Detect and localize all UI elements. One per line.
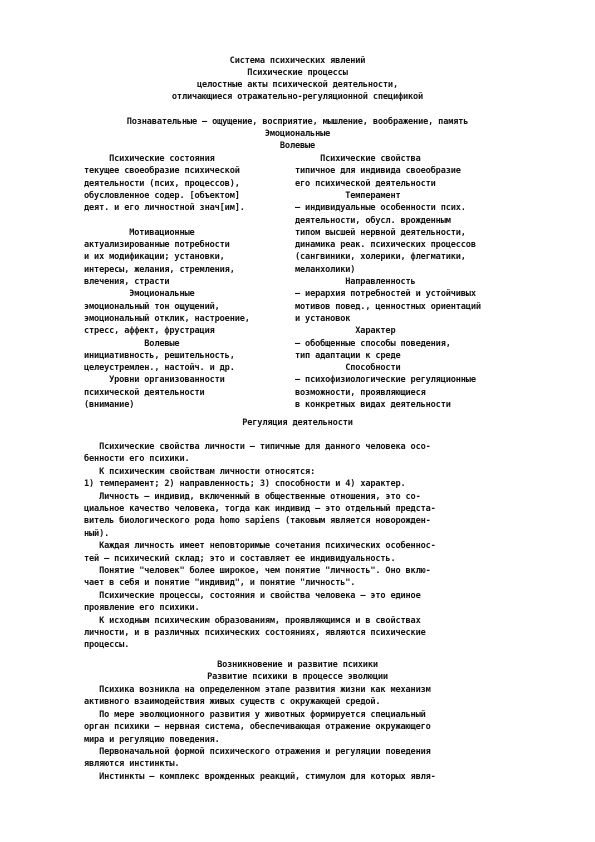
right-column-line: Характер [295, 326, 396, 337]
right-column-line: – индивидуальные особенности псих. [295, 203, 466, 214]
left-column-line: психической деятельности [84, 387, 205, 398]
left-column-line: актуализированные потребности [84, 240, 230, 251]
paragraph-line: Психические процессы, состояния и свойства человека – это единое [84, 590, 421, 601]
section-subtitle: Развитие психики в процессе эволюции [207, 672, 388, 682]
right-column-line: его психической деятельности [295, 178, 436, 189]
right-column-line: динамика реак. психических процессов [295, 240, 476, 251]
paragraph-line: К психическим свойствам личности относятся: [84, 466, 316, 477]
left-column-line: Эмоциональные [84, 289, 195, 300]
left-column-line: обусловленное содер. [объектом] [84, 190, 240, 201]
right-column-line: меланхолики) [295, 264, 356, 275]
left-column-line: Мотивационные [84, 227, 195, 238]
right-column-line: Способности [295, 363, 401, 374]
header-line: целостные акты психической деятельности, [197, 80, 398, 90]
paragraph-line: чает в себя и понятие "индивид", и понятие "личность". [84, 578, 356, 589]
right-column-line: мотивов повед., ценностных ориентаций [295, 301, 481, 312]
paragraph-line: По мере эволюционного развития у животных формируется специальный [84, 709, 426, 720]
emotional-heading: Эмоциональные [264, 129, 331, 139]
left-column-line: эмоциональный отклик, настроение, [84, 313, 250, 324]
paragraph-line: витель биологического рода homo sapiens (таковым является новорожден- [84, 516, 431, 527]
right-column-line: типичное для индивида своеобразие [295, 166, 461, 177]
paragraph-line: 1) темперамент; 2) направленность; 3) способности и 4) характер. [84, 479, 406, 490]
left-column-line: интересы, желания, стремления, [84, 264, 235, 275]
right-column-line: возможности, проявляющиеся [295, 387, 426, 398]
paragraph-line: Психические свойства личности – типичные для данного человека осо- [84, 442, 431, 452]
right-column-line: тип адаптации к среде [295, 350, 401, 361]
header-line: отличающиеся отражательно-регуляционной спецификой [171, 92, 424, 102]
paragraph-line: Инстинкты – комплекс врожденных реакций, стимулом для которых явля- [84, 771, 436, 782]
left-column-line: Уровни организованности [84, 375, 225, 386]
left-column-line: целеустремлен., настойч. и др. [84, 363, 235, 374]
right-column-line: – иерархия потребностей и устойчивых [295, 289, 476, 300]
paragraph-line: Первоначальной формой психического отражения и регуляции поведения [84, 747, 431, 757]
paragraph-line: Личность – индивид, включенный в общественные отношения, это со- [84, 491, 421, 502]
paragraph-line: Психика возникла на определенном этапе развития жизни как механизм [84, 685, 431, 695]
left-column-line: Психические состояния [84, 154, 215, 164]
left-column-line: (внимание) [84, 400, 135, 410]
left-column-line: деятельности (псих, процессов), [84, 178, 240, 189]
paragraph-line: процессы. [84, 640, 130, 651]
left-column-line: эмоциональный тон ощущений, [84, 301, 220, 312]
left-column-line: стресс, аффект, фрустрация [84, 326, 215, 337]
left-column-line: Волевые [84, 338, 180, 349]
paragraph-line: являются инстинкты. [84, 759, 180, 770]
paragraph-line: личности, и в различных психических состояниях, являются психические [84, 628, 426, 638]
paragraph-line: ный). [84, 528, 110, 539]
right-column-line: – обобщенные способы поведения, [295, 338, 451, 349]
cognitive-processes-line: Познавательные – ощущение, восприятие, мышление, воображение, память [126, 117, 469, 127]
paragraph-line: К исходным психическим образованиям, проявляющимся и в свойствах [84, 615, 421, 626]
document-title: Система психических явлений [229, 56, 366, 66]
paragraph-line: проявление его психики. [84, 603, 200, 614]
left-column-line: деят. и его личностной знач[им]. [84, 203, 245, 214]
right-column-line: Психические свойства [295, 154, 421, 164]
right-column-line: Направленность [295, 277, 416, 287]
paragraph-line: Понятие "человек" более широкое, чем понятие "личность". Оно вклю- [84, 566, 431, 576]
right-column-line: (сангвиники, холерики, флегматики, [295, 252, 466, 263]
paragraph-line: активного взаимодействия живых существ с окружающей средой. [84, 697, 381, 708]
right-column-line: и установок [295, 313, 351, 324]
paragraph-line: бенности его психики. [84, 454, 190, 465]
right-column-line: Темперамент [295, 190, 401, 201]
right-column-line: типом высшей нервной деятельности, [295, 227, 466, 238]
paragraph-line: Каждая личность имеет неповторимые сочетания психических особеннос- [84, 541, 436, 552]
right-column-line: деятельности, обусл. врожденным [295, 215, 451, 226]
paragraph-line: орган психики – нервная система, обеспечивающая отражение окружающего [84, 722, 431, 733]
section-title: Регуляция деятельности [242, 418, 353, 428]
volitional-heading: Волевые [279, 141, 316, 151]
right-column-line: в конкретных видах деятельности [295, 400, 451, 410]
right-column-line: – психофизиологические регуляционные [295, 375, 476, 386]
left-column-line: и их модификации; установки, [84, 252, 225, 263]
paragraph-line: тей – психический склад; это и составляет ее индивидуальность. [84, 553, 396, 564]
left-column-line: инициативность, решительность, [84, 350, 235, 361]
left-column-line: влечения, страсти [84, 277, 170, 287]
left-column-line: текущее своеобразие психической [84, 166, 240, 177]
section-title: Возникновение и развитие психики [217, 660, 378, 670]
document-subtitle: Психические процессы [247, 68, 348, 78]
paragraph-line: циальное качество человека, тогда как индивид – это отдельный предста- [84, 504, 436, 514]
paragraph-line: мира и регуляцию поведения. [84, 734, 220, 745]
